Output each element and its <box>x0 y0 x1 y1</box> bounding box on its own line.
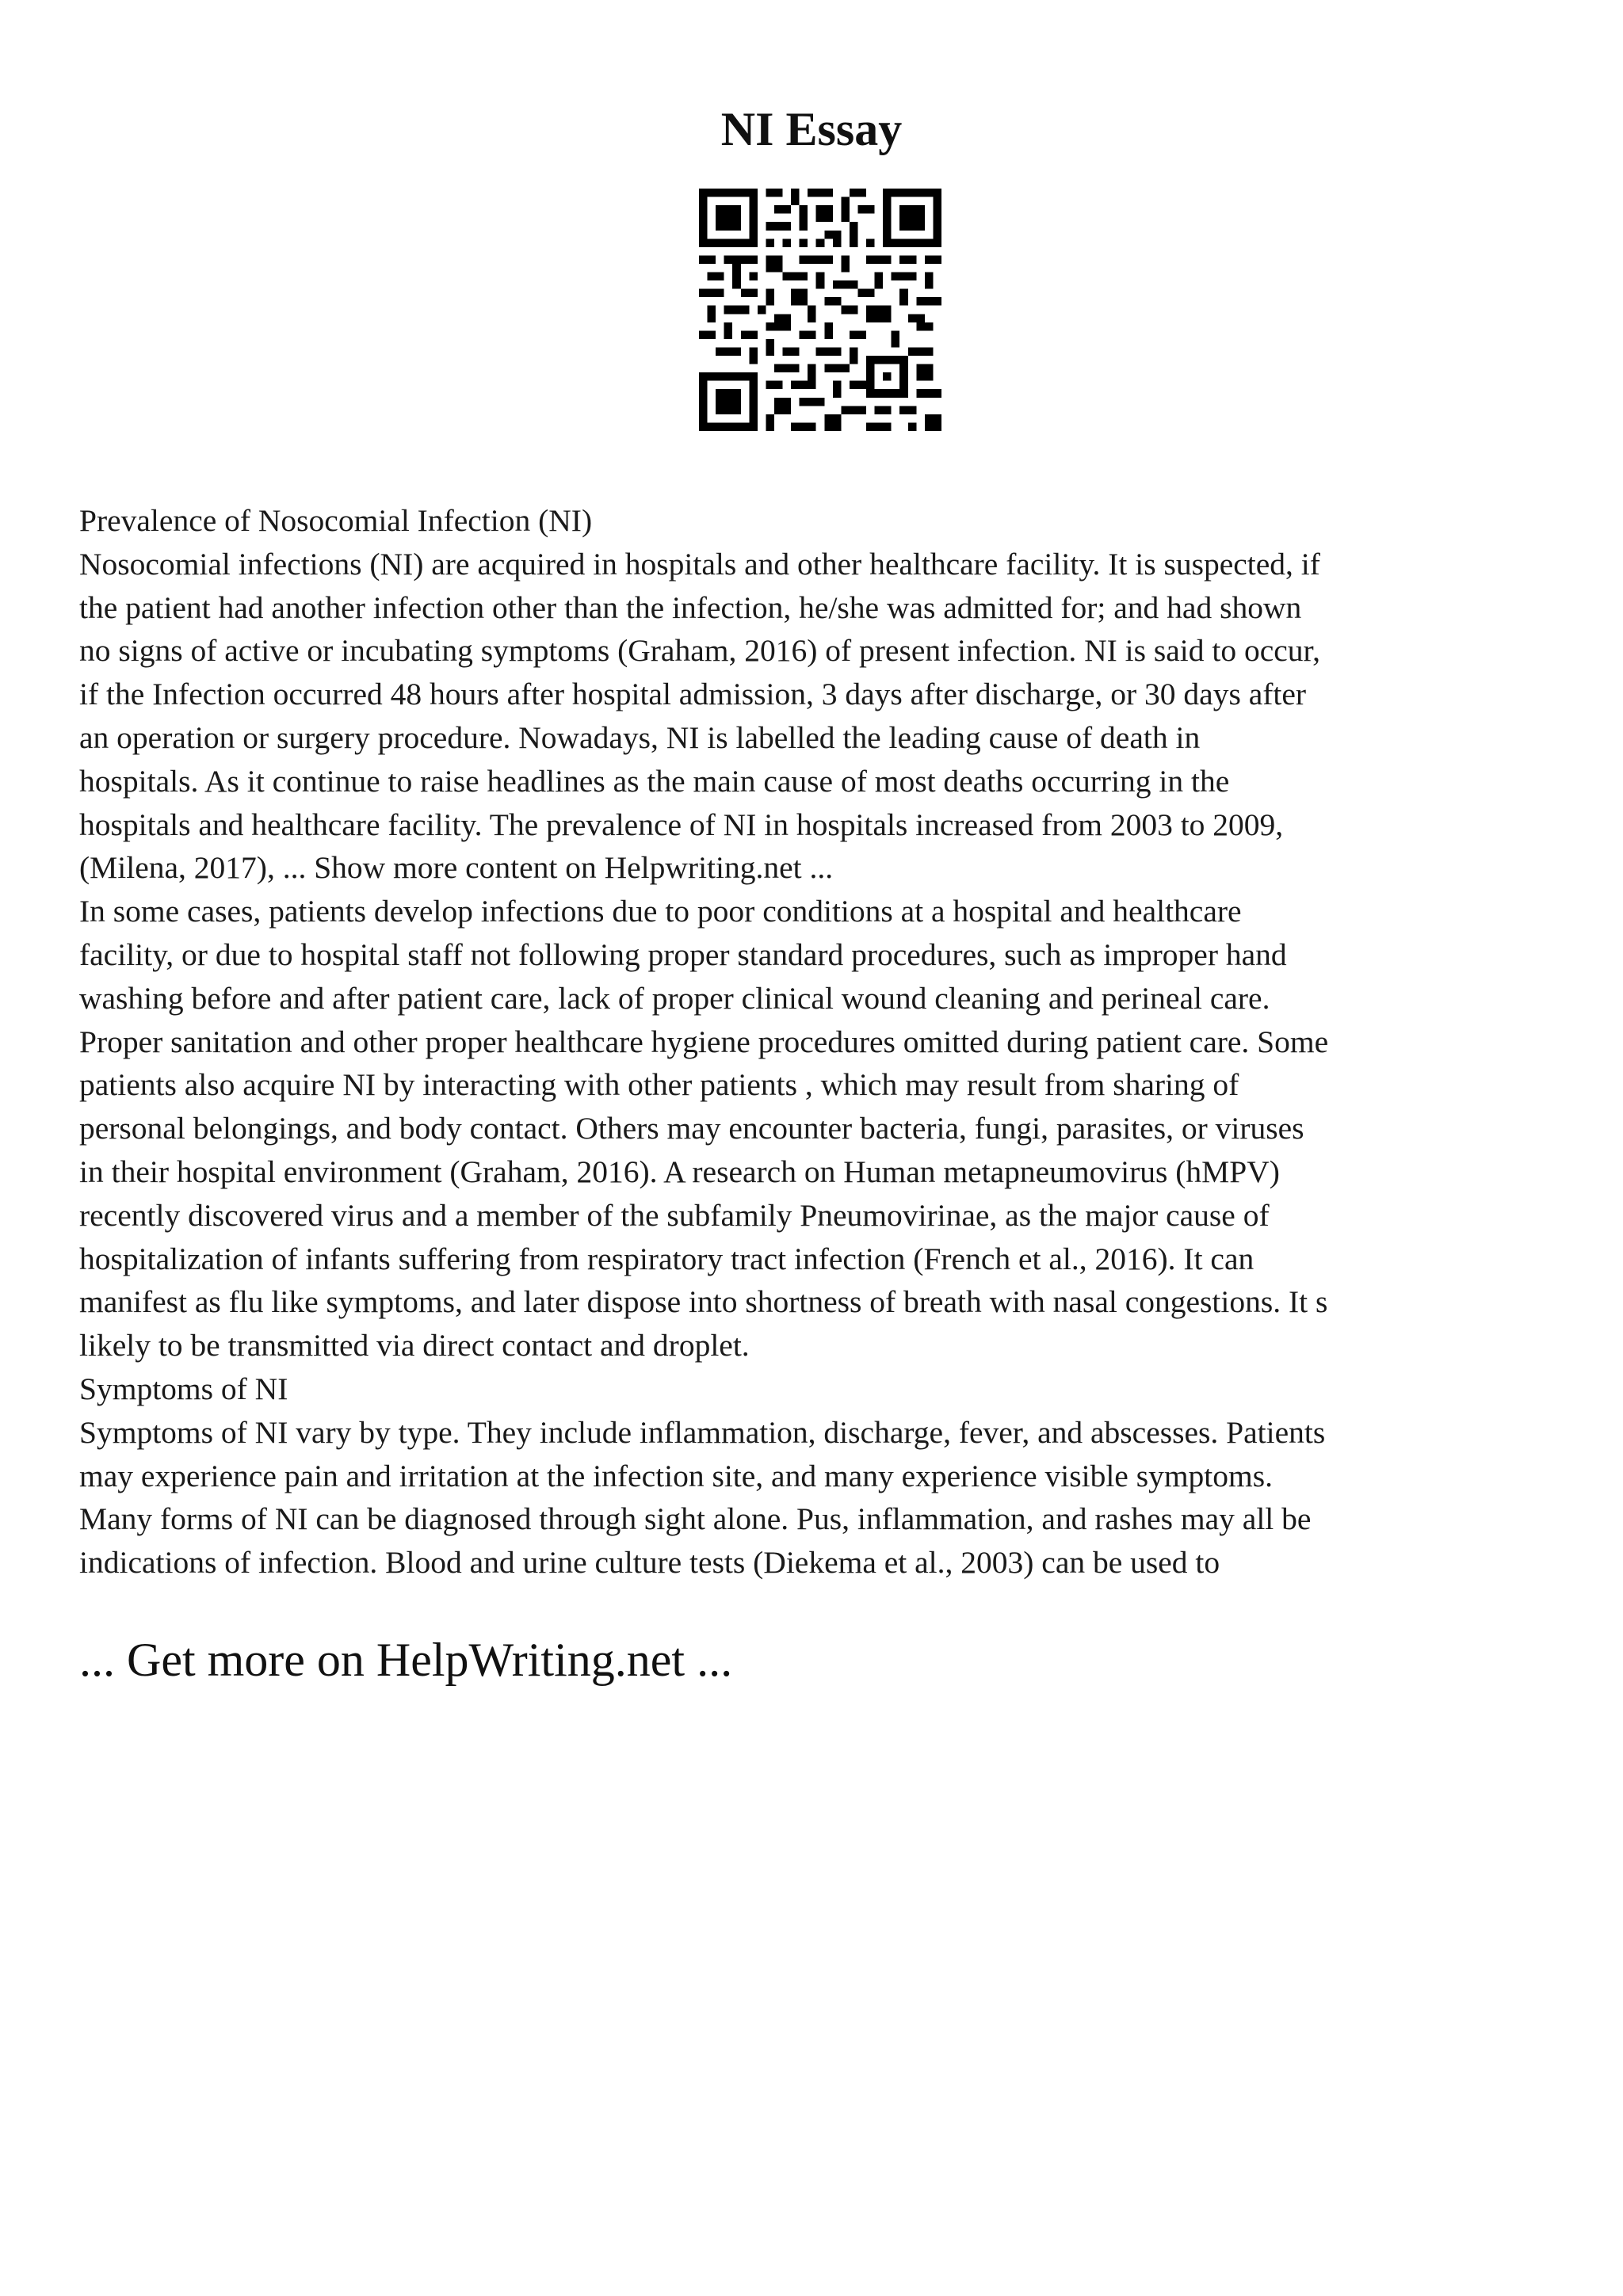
paragraph-line: personal belongings, and body contact. Others may encounter bacteria, fungi, parasites, or viruses <box>79 1111 1304 1146</box>
paragraph-line: may experience pain and irritation at the infection site, and many experience visible symptoms. <box>79 1458 1273 1493</box>
qr-code-icon <box>699 189 941 431</box>
paragraph-line: hospitals and healthcare facility. The prevalence of NI in hospitals increased from 2003 to 2009, <box>79 807 1284 842</box>
paragraph-line: Nosocomial infections (NI) are acquired in hospitals and other healthcare facility. It is suspected, if <box>79 546 1320 582</box>
paragraph-line: Many forms of NI can be diagnosed through sight alone. Pus, inflammation, and rashes may all be <box>79 1501 1312 1537</box>
paragraph-line: in their hospital environment (Graham, 2016). A research on Human metapneumovirus (hMPV) <box>79 1154 1280 1189</box>
section-heading-prevalence: Prevalence of Nosocomial Infection (NI) <box>79 503 593 538</box>
paragraph-line: manifest as flu like symptoms, and later dispose into shortness of breath with nasal congestions. It s <box>79 1284 1328 1320</box>
paragraph-line: patients also acquire NI by interacting with other patients , which may result from sharing of <box>79 1067 1239 1103</box>
paragraph-line: an operation or surgery procedure. Nowadays, NI is labelled the leading cause of death in <box>79 719 1201 755</box>
paragraph-line: no signs of active or incubating symptoms (Graham, 2016) of present infection. NI is said to occur, <box>79 633 1320 669</box>
paragraph-line: facility, or due to hospital staff not following proper standard procedures, such as improper hand <box>79 936 1287 972</box>
paragraph-line: the patient had another infection other than the infection, he/she was admitted for; and had shown <box>79 589 1302 625</box>
paragraph-line: In some cases, patients develop infections due to poor conditions at a hospital and healthcare <box>79 894 1242 929</box>
paragraph-line: washing before and after patient care, lack of proper clinical wound cleaning and perineal care. <box>79 980 1270 1016</box>
paragraph-line: indications of infection. Blood and urine culture tests (Diekema et al., 2003) can be used to <box>79 1545 1220 1581</box>
paragraph-line: Symptoms of NI vary by type. They include inflammation, discharge, fever, and abscesses. Patients <box>79 1414 1326 1450</box>
paragraph-line: likely to be transmitted via direct contact and droplet. <box>79 1328 750 1363</box>
section-heading-symptoms: Symptoms of NI <box>79 1371 288 1406</box>
show-more-line[interactable]: (Milena, 2017), ... Show more content on Helpwriting.net ... <box>79 850 834 886</box>
paragraph-line: if the Infection occurred 48 hours after hospital admission, 3 days after discharge, or 30 days after <box>79 677 1307 712</box>
paragraph-line: hospitals. As it continue to raise headlines as the main cause of most deaths occurring in the <box>79 763 1230 799</box>
paragraph-line: Proper sanitation and other proper healthcare hygiene procedures omitted during patient care. Some <box>79 1024 1329 1059</box>
essay-body <box>79 499 1563 1585</box>
paragraph-line: recently discovered virus and a member of the subfamily Pneumovirinae, as the major cause of <box>79 1197 1270 1233</box>
document-title: NI Essay <box>720 103 903 155</box>
paragraph-line: hospitalization of infants suffering from respiratory tract infection (French et al., 2016). It can <box>79 1241 1254 1276</box>
get-more-link[interactable]: ... Get more on HelpWriting.net ... <box>79 1634 733 1686</box>
